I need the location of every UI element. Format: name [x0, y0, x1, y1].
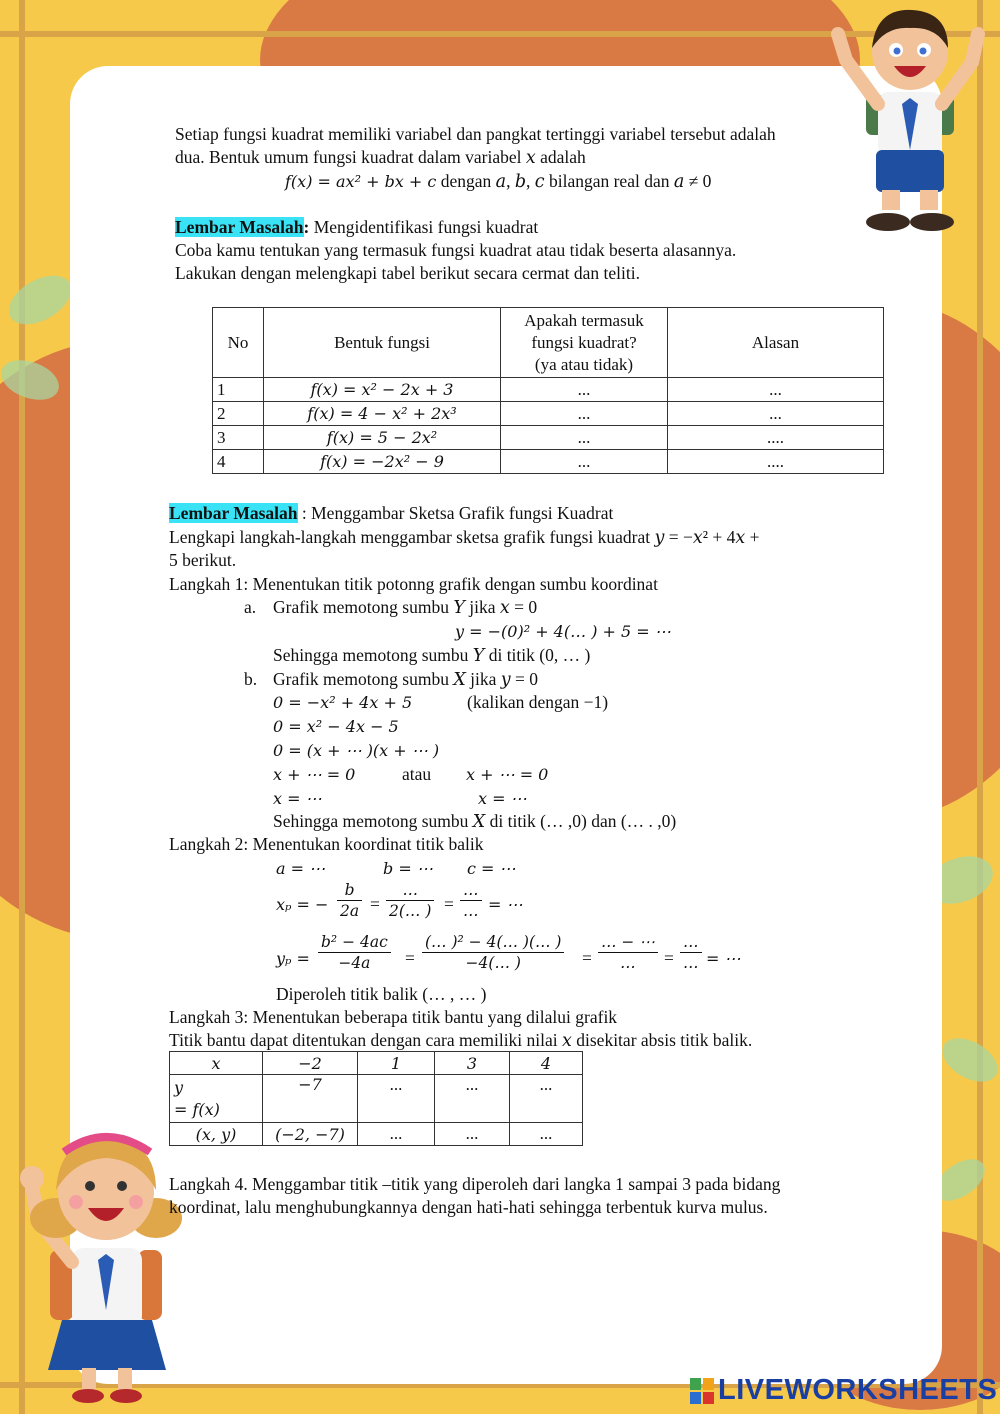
x-value: −2	[263, 1052, 358, 1075]
xp-fraction-2-numerator[interactable]: …	[386, 880, 434, 901]
row-answer-input[interactable]: ...	[501, 450, 668, 474]
step2-a-value: 𝑎 = ⋯	[276, 859, 326, 878]
table-row	[213, 426, 884, 450]
yp-equals-2: =	[582, 948, 592, 968]
step4-line-1: Langkah 4. Menggambar titik –titik yang diperoleh dari langka 1 sampai 3 pada bidang	[169, 1174, 781, 1194]
yp-fraction-2-numerator[interactable]: (… )² − 4(… )(… )	[422, 932, 564, 953]
row-function: 𝑓(𝑥) = 4 − 𝑥² + 2𝑥³	[264, 402, 501, 426]
header-is-quadratic	[501, 308, 668, 378]
problem2-title: : Menggambar Sketsa Grafik fungsi Kuadrat	[301, 503, 614, 523]
x-value: 1	[358, 1052, 435, 1075]
xp-fraction-1-denominator: 2𝑎	[340, 902, 360, 920]
step1-b-equation-4-or: atau	[402, 764, 432, 784]
problem1-heading	[175, 216, 538, 239]
yp-fraction-2	[422, 932, 564, 973]
header-is-quadratic-line1: Apakah termasuk	[524, 310, 644, 330]
girl-student-illustration	[10, 1120, 192, 1410]
table-row	[170, 1123, 583, 1146]
yp-fraction-3-denominator[interactable]: …	[620, 954, 636, 972]
row-reason-input[interactable]: ...	[668, 378, 884, 402]
yp-equals-1: =	[405, 948, 415, 968]
xp-equals-1: =	[370, 894, 380, 914]
step2-b-value: 𝑏 = ⋯	[383, 859, 433, 878]
xp-equals-2: =	[444, 894, 454, 914]
problem1-label: Lembar Masalah	[175, 217, 304, 237]
point-value-input[interactable]: ...	[435, 1123, 510, 1146]
y-value-input[interactable]: ...	[510, 1075, 583, 1123]
step2-title: Langkah 2: Menentukan koordinat titik balik	[169, 834, 484, 854]
yp-fraction-1-denominator: −4𝑎	[338, 954, 371, 972]
step1-a-text: Grafik memotong sumbu 𝑌 jika 𝑥 = 0	[273, 597, 538, 617]
header-is-quadratic-line2: fungsi kuadrat?	[531, 332, 637, 352]
problem2-instruction-1: Lengkapi langkah-langkah menggambar sketsa grafik fungsi kuadrat 𝑦 = −𝑥² + 4𝑥 +	[169, 527, 760, 547]
step1-title: Langkah 1: Menentukan titik potonng grafik dengan sumbu koordinat	[169, 574, 658, 594]
point-value-input[interactable]: ...	[510, 1123, 583, 1146]
intro-line-2: dua. Bentuk umum fungsi kuadrat dalam variabel 𝑥 adalah	[175, 147, 586, 167]
x-value: 4	[510, 1052, 583, 1075]
xp-fraction-3	[460, 880, 482, 921]
step1-b-equation-4-right: 𝑥 + ⋯ = 0	[466, 765, 549, 784]
table-row	[213, 450, 884, 474]
problem1-instruction-2: Lakukan dengan melengkapi tabel berikut secara cermat dan teliti.	[175, 263, 641, 283]
header-function-form: Bentuk fungsi	[264, 308, 501, 378]
xp-fraction-1	[337, 880, 362, 921]
general-form-formula	[285, 170, 711, 193]
step1-b-text: Grafik memotong sumbu 𝑋 jika 𝑦 = 0	[273, 669, 539, 689]
step2-result: Diperoleh titik balik (… , … )	[276, 984, 487, 1004]
point-header: (𝑥, 𝑦)	[170, 1123, 263, 1146]
yp-fraction-3	[598, 932, 658, 973]
xp-fraction-2-denominator[interactable]: 2(… )	[389, 902, 432, 920]
xp-label: 𝑥ₚ = −	[276, 895, 329, 914]
table-row	[213, 378, 884, 402]
xp-fraction-2	[386, 880, 434, 921]
y-header-line1: 𝑦	[174, 1077, 184, 1097]
step1-a-result: Sehingga memotong sumbu 𝑌 di titik (0, … )	[273, 645, 591, 665]
step1-b-equation-4-left: 𝑥 + ⋯ = 0	[273, 765, 356, 784]
yp-label: 𝑦ₚ =	[276, 949, 310, 968]
step1-b-equation-5-right: 𝑥 = ⋯	[478, 789, 527, 808]
step1-b-equation-5-left: 𝑥 = ⋯	[273, 789, 322, 808]
helper-points-table	[169, 1051, 583, 1146]
x-header: 𝑥	[170, 1052, 263, 1075]
y-value: −7	[263, 1075, 358, 1123]
header-is-quadratic-line3: (ya atau tidak)	[534, 354, 634, 374]
problem1-title: Mengidentifikasi fungsi kuadrat	[313, 217, 539, 237]
row-reason-input[interactable]: ...	[668, 402, 884, 426]
row-answer-input[interactable]: ...	[501, 378, 668, 402]
y-header-line2: = 𝑓(𝑥)	[174, 1099, 220, 1119]
row-reason-input[interactable]: ....	[668, 450, 884, 474]
yp-fraction-2-denominator[interactable]: −4(… )	[465, 954, 521, 972]
quadratic-identification-table	[212, 307, 884, 474]
problem1-colon: :	[303, 217, 310, 237]
table-row	[170, 1052, 583, 1075]
step1-b-equation-1: 0 = −𝑥² + 4𝑥 + 5	[273, 693, 413, 712]
row-no: 1	[213, 378, 264, 402]
step1-a-equation: 𝑦 = −(0)² + 4(… ) + 5 = ⋯	[455, 622, 671, 641]
row-no: 3	[213, 426, 264, 450]
table-row	[170, 1075, 583, 1123]
header-reason: Alasan	[668, 308, 884, 378]
row-reason-input[interactable]: ....	[668, 426, 884, 450]
step1-b-equation-2: 0 = 𝑥² − 4𝑥 − 5	[273, 717, 399, 736]
point-value: (−2, −7)	[263, 1123, 358, 1146]
table-header-row	[213, 308, 884, 378]
xp-fraction-3-numerator[interactable]: …	[460, 880, 482, 901]
general-form-condition: dengan 𝑎, 𝑏, 𝑐 bilangan real dan 𝑎 ≠ 0	[440, 171, 712, 191]
liveworksheets-badge-icon	[690, 1378, 714, 1404]
x-value: 3	[435, 1052, 510, 1075]
step1-b-equation-3: 0 = (𝑥 + ⋯ )(𝑥 + ⋯ )	[273, 741, 440, 760]
step1-b-equation-1-note: (kalikan dengan −1)	[467, 692, 609, 712]
yp-fraction-4	[680, 932, 702, 973]
problem1-instruction-1: Coba kamu tentukan yang termasuk fungsi kuadrat atau tidak beserta alasannya.	[175, 240, 737, 260]
yp-result[interactable]: = ⋯	[706, 949, 741, 968]
y-header	[170, 1075, 263, 1123]
problem2-heading	[169, 502, 613, 525]
yp-fraction-1	[318, 932, 391, 973]
point-value-input[interactable]: ...	[358, 1123, 435, 1146]
row-no: 4	[213, 450, 264, 474]
step1-b-label: b.	[244, 669, 258, 689]
liveworksheets-logo[interactable]	[690, 1374, 997, 1407]
yp-fraction-3-numerator[interactable]: … − ⋯	[598, 932, 658, 953]
boy-student-illustration	[826, 0, 994, 236]
intro-line-1: Setiap fungsi kuadrat memiliki variabel dan pangkat tertinggi variabel tersebut adalah	[175, 124, 776, 144]
xp-fraction-3-denominator[interactable]: …	[463, 902, 479, 920]
row-function: 𝑓(𝑥) = 𝑥² − 2𝑥 + 3	[264, 378, 501, 402]
row-answer-input[interactable]: ...	[501, 402, 668, 426]
row-no: 2	[213, 402, 264, 426]
step3-description: Titik bantu dapat ditentukan dengan cara memiliki nilai 𝑥 disekitar absis titik balik.	[169, 1030, 753, 1050]
table-row	[213, 402, 884, 426]
step2-c-value: 𝑐 = ⋯	[467, 859, 516, 878]
step1-b-result: Sehingga memotong sumbu 𝑋 di titik (… ,0) dan (… . ,0)	[273, 811, 677, 831]
y-value-input[interactable]: ...	[358, 1075, 435, 1123]
problem2-label: Lembar Masalah	[169, 503, 298, 523]
step1-a-label: a.	[244, 597, 257, 617]
y-value-input[interactable]: ...	[435, 1075, 510, 1123]
yp-fraction-1-numerator: 𝑏² − 4𝑎𝑐	[318, 932, 391, 953]
yp-fraction-4-denominator[interactable]: …	[683, 954, 699, 972]
problem2-instruction-2: 5 berikut.	[169, 550, 237, 570]
step4-line-2: koordinat, lalu menghubungkannya dengan hati-hati sehingga terbentuk kurva mulus.	[169, 1197, 768, 1217]
yp-equals-3: =	[664, 948, 674, 968]
row-function: 𝑓(𝑥) = −2𝑥² − 9	[264, 450, 501, 474]
general-form-equation: 𝑓(𝑥) = 𝑎𝑥² + 𝑏𝑥 + 𝑐	[285, 172, 437, 191]
step3-title: Langkah 3: Menentukan beberapa titik bantu yang dilalui grafik	[169, 1007, 618, 1027]
header-no: No	[213, 308, 264, 378]
yp-fraction-4-numerator[interactable]: …	[680, 932, 702, 953]
row-function: 𝑓(𝑥) = 5 − 2𝑥²	[264, 426, 501, 450]
xp-result[interactable]: = ⋯	[488, 895, 523, 914]
liveworksheets-brand-text: LIVEWORKSHEETS	[718, 1374, 998, 1406]
row-answer-input[interactable]: ...	[501, 426, 668, 450]
xp-fraction-1-numerator: 𝑏	[337, 880, 362, 901]
